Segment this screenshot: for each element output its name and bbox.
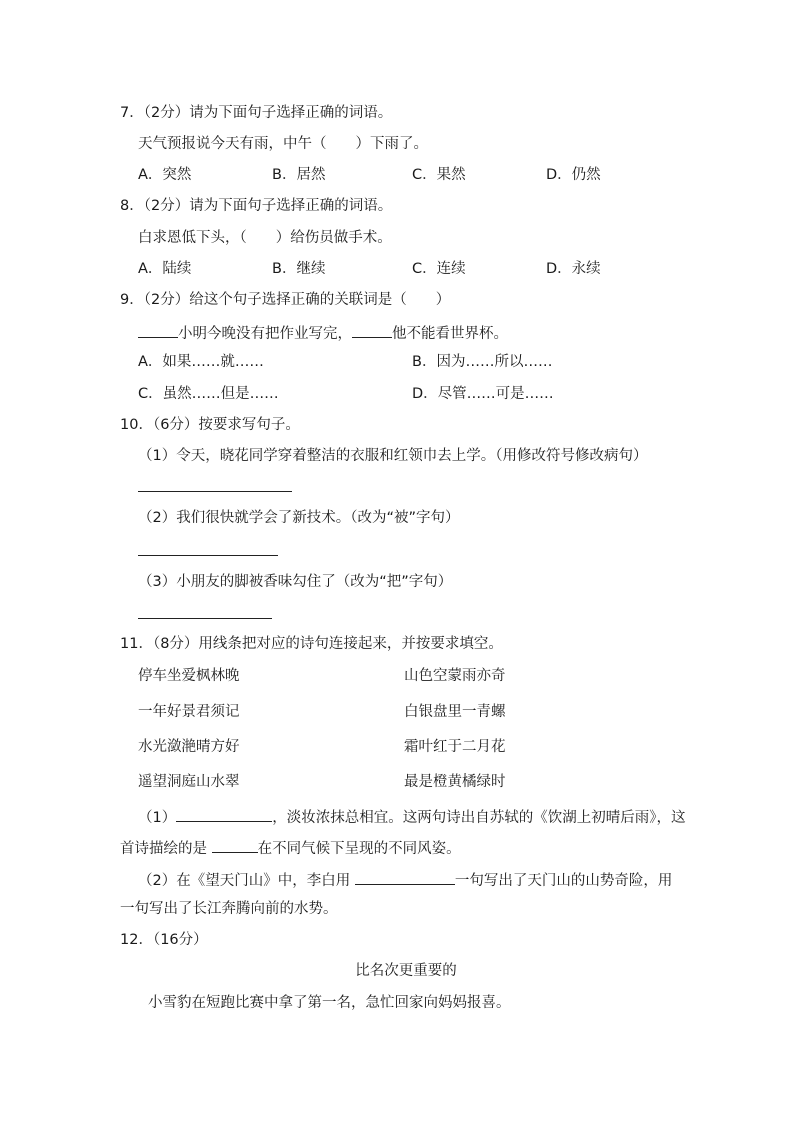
q11-left-1[interactable]: 停车坐爱枫林晚 [138,668,240,684]
q9-option-d[interactable]: D．尽管……可是…… [412,386,554,402]
q9-sentence-end: 他不能看世界杯。 [392,326,508,342]
q7-option-a[interactable]: A．突然 [138,167,192,183]
q11-fill-1-blank-b[interactable] [212,836,258,853]
q11-fill-1-prefix: （1） [138,810,177,826]
q9-blank-1[interactable] [138,321,178,338]
q7-option-c[interactable]: C．果然 [412,167,466,183]
q11-fill-1-blank-a[interactable] [176,805,272,822]
q9-sentence [138,321,508,344]
q12-passage-title: 比名次更重要的 [355,963,457,979]
q8-option-b[interactable]: B．继续 [272,261,326,277]
q10-answer-line-1[interactable] [138,491,292,492]
q9-blank-2[interactable] [352,321,392,338]
q7-option-d[interactable]: D．仍然 [546,167,601,183]
q8-option-a[interactable]: A．陆续 [138,261,192,277]
q8-sentence: 白求恩低下头，（ ）给伤员做手术。 [138,230,392,246]
q10-answer-line-2[interactable] [138,555,278,556]
q9-option-c[interactable]: C．虽然……但是…… [138,386,279,402]
q11-right-4[interactable]: 最是橙黄橘绿时 [404,774,506,790]
q8-stem: 8．（2分）请为下面句子选择正确的词语。 [120,198,393,214]
q10-item-3: （3）小朋友的脚被香味勾住了（改为“把”字句） [138,574,453,590]
q11-fill-1-text: ，淡妆浓抹总相宜。这两句诗出自苏轼的《饮湖上初晴后雨》，这 [272,810,686,826]
q12-stem: 12．（16分） [120,932,208,948]
q12-passage-first-line: 小雪豹在短跑比赛中拿了第一名，急忙回家向妈妈报喜。 [148,995,511,1011]
q11-left-2[interactable]: 一年好景君须记 [138,704,240,720]
q10-answer-line-3[interactable] [138,618,272,619]
q7-sentence: 天气预报说今天有雨，中午（ ）下雨了。 [138,136,428,152]
q10-stem: 10．（6分）按要求写句子。 [120,417,300,433]
q11-fill-2-text: 一句写出了天门山的山势奇险，用 [454,873,673,889]
q11-fill-1-text-2: 首诗描绘的是 [120,841,212,857]
q8-option-d[interactable]: D．永续 [546,261,601,277]
q10-item-1: （1）令天，晓花同学穿着整洁的衣服和红领巾去上学。（用修改符号修改病句） [138,448,648,464]
q9-stem: 9．（2分）给这个句子选择正确的关联词是（ ） [120,292,451,308]
q9-option-a[interactable]: A．如果……就…… [138,354,264,370]
q11-left-3[interactable]: 水光潋滟晴方好 [138,739,240,755]
q11-stem: 11．（8分）用线条把对应的诗句连接起来，并按要求填空。 [120,636,503,652]
q11-fill-1-line1 [138,805,685,828]
q11-right-2[interactable]: 白银盘里一青螺 [404,704,506,720]
q11-fill-2-line2: 一句写出了长江奔腾向前的水势。 [120,901,338,917]
q11-right-3[interactable]: 霜叶红于二月花 [404,739,506,755]
q11-fill-2-blank[interactable] [355,868,455,885]
q11-fill-2-prefix: （2）在《望天门山》中，李白用 [138,873,355,889]
q9-option-b[interactable]: B．因为……所以…… [412,354,553,370]
q11-fill-1-line2 [120,836,461,859]
q11-fill-2-line1 [138,868,672,891]
q11-fill-1-text-3: 在不同气候下呈现的不同风姿。 [257,841,461,857]
q11-right-1[interactable]: 山色空蒙雨亦奇 [404,668,506,684]
q9-sentence-mid: 小明今晚没有把作业写完， [178,326,352,342]
q10-item-2: （2）我们很快就学会了新技术。（改为“被”字句） [138,510,460,526]
q8-option-c[interactable]: C．连续 [412,261,466,277]
q7-stem: 7．（2分）请为下面句子选择正确的词语。 [120,105,393,121]
q11-left-4[interactable]: 遥望洞庭山水翠 [138,774,240,790]
q7-option-b[interactable]: B．居然 [272,167,326,183]
